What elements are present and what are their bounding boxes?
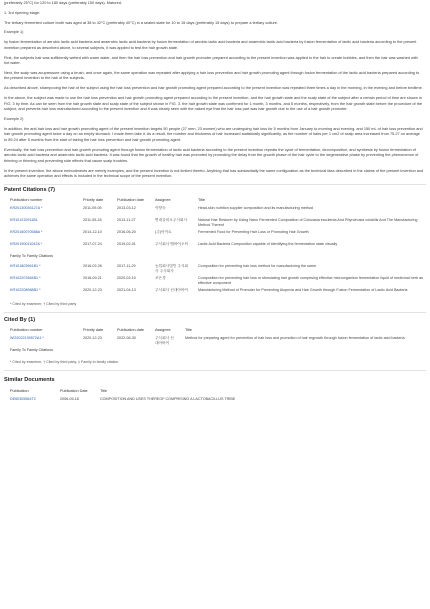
column-header: Title: [100, 389, 108, 394]
column-header: Publication date: [117, 198, 145, 203]
family-header-row: [4, 348, 426, 358]
paragraph: The tertiary fermented culture broth was aged at 38 to 42°C (preferably 40°C) in a sealed state for 10 to 15 days (preferably 15 days) to prepare a tertiary culture.: [4, 20, 278, 25]
similar-documents-table: [4, 389, 426, 401]
citation-title: Head-skin nutrition supplier composition and its manufacturing method: [198, 206, 313, 211]
priority-date: 2017-07-24: [83, 242, 102, 247]
publication-link[interactable]: KR101232911B1: [10, 218, 38, 223]
column-header: Priority date: [83, 198, 104, 203]
publication-link[interactable]: KR101803961B1 *: [10, 264, 41, 269]
publication-date: 2016-06-20: [117, 230, 136, 235]
table-row: [4, 206, 426, 218]
section-title: Similar Documents: [4, 377, 55, 384]
column-header: Assignee: [155, 328, 171, 333]
publication-link[interactable]: KR20160070588A *: [10, 230, 43, 235]
paragraph: As described above, shampooing the hair of the subject using the hair loss prevention and hair growth promoting agent prepared according to the present invention was repeated three times a day in the morning, in the evening and before bedtime.: [4, 86, 423, 91]
family-header-row: [4, 254, 426, 264]
column-header: Publication number: [10, 328, 43, 333]
paragraph: In addition, the anti-hair loss and hair growth promoting agent of the present invention targets 50 people (27 men, 23 women) who are undergoing hair loss for 5 months from January to morning and evening, and 150 mL of hair loss prevention and hair growth promoting agent twice a day on an empty stomach. I made them take it. As a result, the number and thickness of hair increased statistically significantly, as the number of hairs per 1 cm2 of scalp area increased from 75.27 on average to 89.24 after 5 months from the start of taking the hair loss prevention and hair growth promoting agent.: [4, 126, 423, 142]
assignee: 주식회사 엠바이오틱: [155, 242, 189, 247]
publication-date: 2017-11-29: [117, 264, 136, 269]
column-header: Title: [185, 328, 193, 333]
table-row: [4, 264, 426, 276]
publication-date: 2021-04-13: [117, 288, 136, 293]
cited-by-section: [4, 317, 426, 370]
paragraph-heading: 1. 3rd ripening stage:: [4, 10, 41, 15]
table-row: [4, 336, 426, 348]
column-header: Publication number: [10, 198, 43, 203]
publication-link[interactable]: WO2022139572A1 *: [10, 336, 44, 341]
assignee: 주식회사 신대아바이: [155, 288, 189, 293]
table-row: [4, 218, 426, 230]
cited-by-table: [4, 328, 426, 358]
citation-title: Composition for preventing hair loss or stimulating hair growth comprising effective microorganism fermentation liquid of medicinal herb as effective component: [198, 276, 423, 285]
priority-date: 2016-02-26: [83, 264, 102, 269]
publication-link[interactable]: DE60305564T2: [10, 397, 36, 402]
paragraph-heading: Example 1): [4, 30, 24, 35]
column-header: Priority date: [83, 328, 104, 333]
column-header: Publication: [10, 389, 29, 394]
description-body: [0, 0, 430, 180]
publication-link[interactable]: KR102208988B1 *: [10, 288, 41, 293]
assignee: (주)아이로: [155, 230, 172, 235]
paragraph: (preferably 25°C) for 120 to 180 days (preferably 150 days). Matured.: [4, 1, 122, 5]
paragraph: Next, the scalp was acupressure using a brush, and once again, the same operation was repeated after applying a hair loss prevention and hair growth promoting agent through fusion fermentation of the lactic acid bacteria prepared according to the present invention to the hair of the subjects.: [4, 70, 420, 81]
publication-link[interactable]: KR102207684B1 *: [10, 276, 41, 281]
paragraph: hy fusion fermentation of aerobic lactic acid bacteria and anaerobic lactic acid bacteria by fusion fermentation of aerobic lactic acid bacteria and anaerobic lactic acid bacteria by fusion fermentation of lactic acid bacteria according to the present invention prepared as described above, to several subjects, it was applied to test the hair growth state.: [4, 40, 417, 50]
priority-date: 2020-12-23: [83, 288, 102, 293]
publication-date: 2013-03-12: [117, 206, 136, 211]
column-header: Publication date: [117, 328, 145, 333]
paragraph: In the present invention, the above embodiments are merely examples, and the present invention is not limited thereto. Anything that has substantially the same configuration as the technical idea described in the claims of the present invention and achieves the same operation and effects is included in the technical scope of the present invention.: [4, 168, 424, 179]
table-row: [4, 276, 426, 288]
publication-link[interactable]: KR20130036127A *: [10, 206, 43, 211]
table-row: [4, 288, 426, 300]
citation-note: * Cited by examiner, † Cited by third party: [10, 302, 77, 307]
publication-date: 2006-05-18: [60, 397, 79, 402]
paragraph: In the above, the subject was made to use the hair loss prevention and hair growth promoting agent prepared according to the present invention, and the hair growth state and the scalp state of the subject after a certain period of time are shown in FIG. 3 by time. As can be seen from the hair growth state and scalp state of the subject shown in FIG. 3, the hair growth state was confirmed for 1 month, 3 months, and 5 months, respectively, from the hair growth state before the procedure of the subject, and prevents hair loss manufactured according to the present invention and it was clearly seen with the naked eye that the hair loss part was hair growth due to the use of a hair growth promoter.: [4, 96, 423, 112]
assignee: 이양숙: [155, 206, 166, 211]
priority-date: 2011-09-05: [83, 206, 102, 211]
priority-date: 2020-12-23: [83, 336, 102, 341]
citation-title: Fermented Food for Preventing Hair Loss or Promoting Hair Growth: [198, 230, 309, 235]
citation-title: Method for preparing agent for prevention of hair loss and promotion of hair regrowth through fusion fermentation of lactic acid bacteria: [185, 336, 405, 341]
similar-documents-section: [4, 377, 426, 401]
table-row: [4, 230, 426, 242]
paragraph-heading: Example 2): [4, 117, 24, 121]
citation-title: Natural Hair Restorer by Using Nano Fermented Composition of Colocasia esculenta And Rhynchosia volubilis And The Manufacturing Method Thereof: [198, 218, 418, 227]
assignee: 연대골비오주식회사: [155, 218, 188, 223]
family-label: Family To Family Citations: [10, 254, 53, 259]
publication-date: 2019-02-01: [117, 242, 136, 247]
table-row: [4, 242, 426, 254]
assignee: 조은경: [155, 276, 166, 281]
citation-title: Composition for preventing hair loss method for manufacturing the same: [198, 264, 317, 269]
family-label: Family To Family Citations: [10, 348, 53, 353]
column-header: Title: [198, 198, 206, 203]
citation-note: * Cited by examiner, † Cited by third party, ‡ Family to family citation: [10, 360, 119, 365]
publication-date: 2013-11-27: [117, 218, 136, 223]
column-header: Publication Date: [60, 389, 88, 394]
assignee: 농업회사법인 주식회사 주식회사: [155, 264, 189, 273]
paragraph: First, the subjects hair was sufficiently wetted with warm water, and then the hair loss prevention and hair growth promoter prepared according to the present invention was applied to the hair to create bubbles, and then the hair was washed with hot water.: [4, 55, 418, 66]
table-row: [4, 397, 426, 401]
priority-date: 2018-09-21: [83, 276, 102, 281]
divider: [4, 312, 426, 313]
section-title: Patent Citations (7): [4, 187, 55, 194]
patent-citations-table: [4, 198, 426, 300]
citation-title: Lactic Acid Bacteria Composition capable of identifying the fermentation state visually: [198, 242, 338, 247]
divider: [4, 184, 426, 185]
priority-date: 2011-05-18: [83, 218, 102, 223]
citation-title: Manufacturing Method of Promoter for Preventing Alopecia and Hair Growth through Fusion Fermentation of Lactic Acid Bacteria: [198, 288, 408, 293]
patent-citations-section: [4, 187, 426, 312]
document-title: COMPOSITION AND USES THEREOF COMPRISING A LACTOBACILLUS TRIBE: [100, 397, 236, 402]
divider: [4, 370, 426, 371]
assignee: 주식회사 신대아바이: [155, 336, 174, 345]
priority-date: 2014-12-10: [83, 230, 102, 235]
column-header: Assignee: [155, 198, 171, 203]
section-title: Cited By (1): [4, 317, 36, 324]
publication-date: 2022-06-30: [117, 336, 136, 341]
paragraph: Eventually, the hair loss prevention and hair growth promoting agent through fusion fermentation of lactic acid bacteria according to the present invention repeats the cycle of fermentation, decomposition, and synthesis by fusion fermentation of aerobic lactic acid bacteria and anaerobic lactic acid bacteria. It was found that the growth of healthy hair was promoted by promoting the delay from the growth phase of the hair cycle to the degenerative phase by preventing the phenomenon of thinning or thinning and preventing side effects that cause scalp troubles.: [4, 147, 419, 163]
publication-date: 2020-02-10: [117, 276, 136, 281]
publication-link[interactable]: KR20190011042A *: [10, 242, 43, 247]
